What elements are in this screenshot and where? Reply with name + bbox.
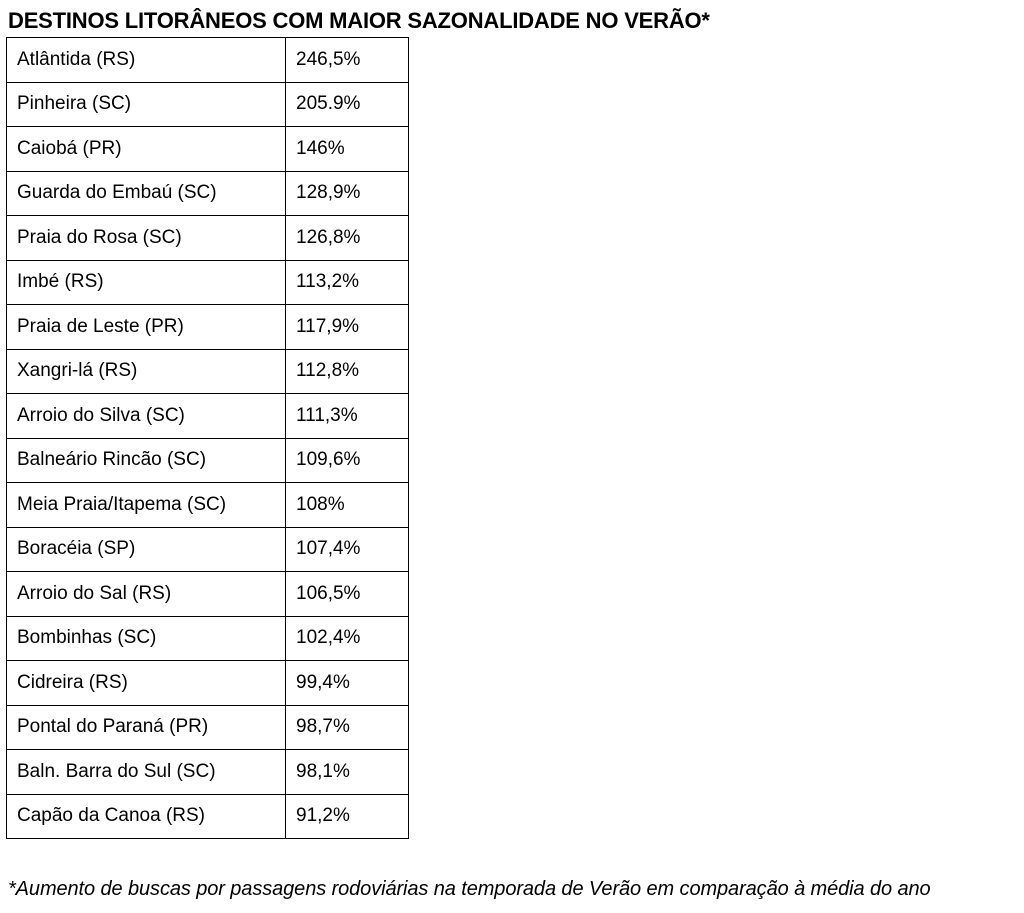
destination-name: Praia de Leste (PR) [7,305,286,350]
destination-name: Praia do Rosa (SC) [7,216,286,261]
destination-name: Caiobá (PR) [7,127,286,172]
destination-name: Balneário Rincão (SC) [7,438,286,483]
destination-name: Imbé (RS) [7,260,286,305]
table-row [7,260,409,305]
seasonality-value: 128,9% [286,171,409,216]
table-row [7,394,409,439]
table-row [7,483,409,528]
destination-name: Boracéia (SP) [7,527,286,572]
seasonality-value: 146% [286,127,409,172]
seasonality-value: 102,4% [286,616,409,661]
destination-name: Arroio do Silva (SC) [7,394,286,439]
seasonality-value: 99,4% [286,661,409,706]
seasonality-value: 106,5% [286,572,409,617]
destination-name: Guarda do Embaú (SC) [7,171,286,216]
destination-name: Baln. Barra do Sul (SC) [7,750,286,795]
seasonality-value: 108% [286,483,409,528]
table-row [7,572,409,617]
table-row [7,216,409,261]
table-row [7,305,409,350]
destination-name: Arroio do Sal (RS) [7,572,286,617]
seasonality-value: 112,8% [286,349,409,394]
table-row [7,438,409,483]
destination-name: Pinheira (SC) [7,82,286,127]
destination-name: Bombinhas (SC) [7,616,286,661]
page-title: DESTINOS LITORÂNEOS COM MAIOR SAZONALIDADE NO VERÃO* [8,8,710,33]
destination-name: Atlântida (RS) [7,38,286,83]
table-row [7,705,409,750]
table-row [7,750,409,795]
table-row [7,661,409,706]
destination-name: Pontal do Paraná (PR) [7,705,286,750]
seasonality-value: 205.9% [286,82,409,127]
table-row [7,616,409,661]
table-row [7,171,409,216]
seasonality-value: 126,8% [286,216,409,261]
seasonality-value: 113,2% [286,260,409,305]
destination-name: Capão da Canoa (RS) [7,794,286,839]
seasonality-value: 109,6% [286,438,409,483]
footnote: *Aumento de buscas por passagens rodoviárias na temporada de Verão em comparação à média do ano [8,878,931,900]
table-row [7,349,409,394]
destinations-table [6,37,409,839]
destination-name: Xangri-lá (RS) [7,349,286,394]
seasonality-value: 98,1% [286,750,409,795]
destination-name: Cidreira (RS) [7,661,286,706]
seasonality-value: 107,4% [286,527,409,572]
seasonality-value: 111,3% [286,394,409,439]
table-row [7,82,409,127]
seasonality-value: 98,7% [286,705,409,750]
destination-name: Meia Praia/Itapema (SC) [7,483,286,528]
table-row [7,527,409,572]
seasonality-value: 117,9% [286,305,409,350]
seasonality-value: 91,2% [286,794,409,839]
seasonality-value: 246,5% [286,38,409,83]
table-row [7,38,409,83]
table-row [7,794,409,839]
table-row [7,127,409,172]
